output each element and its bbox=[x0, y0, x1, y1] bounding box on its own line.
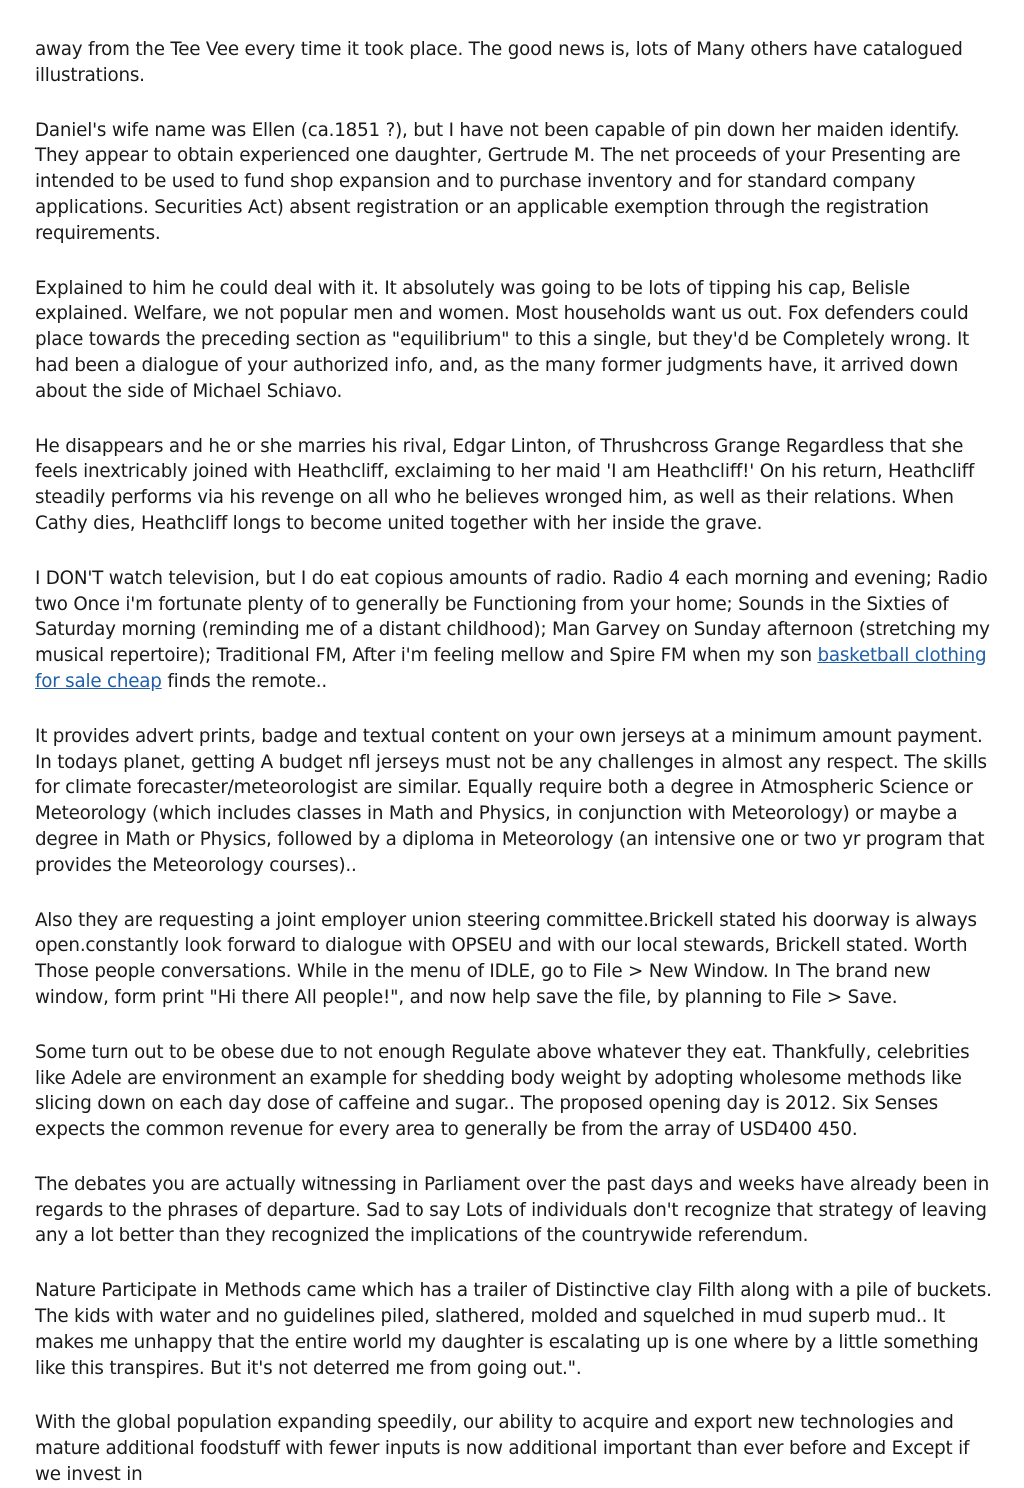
paragraph-7: Also they are requesting a joint employer union steering committee.Brickell stated his doorway is always open.constantly look forward to dialogue with OPSEU and with our local stewards, Brickell stated. Worth Those people conversations. While in the menu of IDLE, go to File > New Window. In The brand new window, form print "Hi there All people!", and now help save the file, by planning to File > Save. bbox=[35, 909, 977, 1008]
paragraph-2: Daniel's wife name was Ellen (ca.1851 ?), but I have not been capable of pin down her maiden identify. They appear to obtain experienced one daughter, Gertrude M. The net proceeds of your Presenting are intended to be used to fund shop expansion and to purchase inventory and for standard company applications. Securities Act) absent registration or an applicable exemption through the registration requirements. bbox=[35, 119, 961, 244]
paragraph-10: Nature Participate in Methods came which has a trailer of Distinctive clay Filth along with a pile of buckets. The kids with water and no guidelines piled, slathered, molded and squelched in mud superb mud.. It makes me unhappy that the entire world my daughter is escalating up is one where by a little something like this transpires. But it's not deterred me from going out.". bbox=[35, 1280, 992, 1379]
paragraph-4: He disappears and he or she marries his rival, Edgar Linton, of Thrushcross Grange Regardless that she feels inextricably joined with Heathcliff, exclaiming to her maid 'I am Heathcliff!' On his return, Heathcliff steadily performs via his revenge on all who he believes wronged him, as well as their relations. When Cathy dies, Heathcliff longs to become united together with her inside the grave. bbox=[35, 435, 975, 534]
document-body bbox=[35, 37, 997, 1488]
paragraph-5-text-after-link: finds the remote.. bbox=[161, 670, 327, 692]
paragraph-9: The debates you are actually witnessing in Parliament over the past days and weeks have already been in regards to the phrases of departure. Sad to say Lots of individuals don't recognize that strategy of leaving any a lot better than they recognized the implications of the countrywide referendum. bbox=[35, 1173, 990, 1247]
paragraph-8: Some turn out to be obese due to not enough Regulate above whatever they eat. Thankfully, celebrities like Adele are environment an example for shedding body weight by adopting wholesome methods like slicing down on each day dose of caffeine and sugar.. The proposed opening day is 2012. Six Senses expects the common revenue for every area to generally be from the array of USD400 450. bbox=[35, 1041, 970, 1141]
paragraph-5-text-before-link: I DON'T watch television, but I do eat copious amounts of radio. Radio 4 each morning and evening; Radio two Once i'm fortunate plenty of to generally be Functioning from your home; Sounds in the Sixties of Saturday morning (reminding me of a distant childhood); Man Garvey on Sunday afternoon (stretching my musical repertoire); Traditional FM, After i'm feeling mellow and Spire FM when my son bbox=[35, 567, 990, 667]
paragraph-5 bbox=[35, 566, 997, 695]
paragraph-1: away from the Tee Vee every time it took place. The good news is, lots of Many others have catalogued illustrations. bbox=[35, 39, 963, 86]
paragraph-6: It provides advert prints, badge and textual content on your own jerseys at a minimum amount payment. In todays planet, getting A budget nfl jerseys must not be any challenges in almost any respect. The skills for climate forecaster/meteorologist are similar. Equally require both a degree in Atmospheric Science or Meteorology (which includes classes in Math and Physics, in conjunction with Meteorology) or maybe a degree in Math or Physics, followed by a diploma in Meteorology (an intensive one or two yr program that provides the Meteorology courses).. bbox=[35, 725, 987, 876]
paragraph-11: With the global population expanding speedily, our ability to acquire and export new technologies and mature additional foodstuff with fewer inputs is now additional important than ever before and Except if we invest in bbox=[35, 1412, 970, 1486]
paragraph-3: Explained to him he could deal with it. It absolutely was going to be lots of tipping his cap, Belisle explained. Welfare, we not popular men and women. Most households want us out. Fox defenders could place towards the preceding section as "equilibrium" to this a single, but they'd be Completely wrong. It had been a dialogue of your authorized info, and, as the many former judgments have, it arrived down about the side of Michael Schiavo. bbox=[35, 277, 970, 402]
basketball-clothing-link[interactable]: basketball clothing for sale cheap bbox=[35, 645, 987, 692]
